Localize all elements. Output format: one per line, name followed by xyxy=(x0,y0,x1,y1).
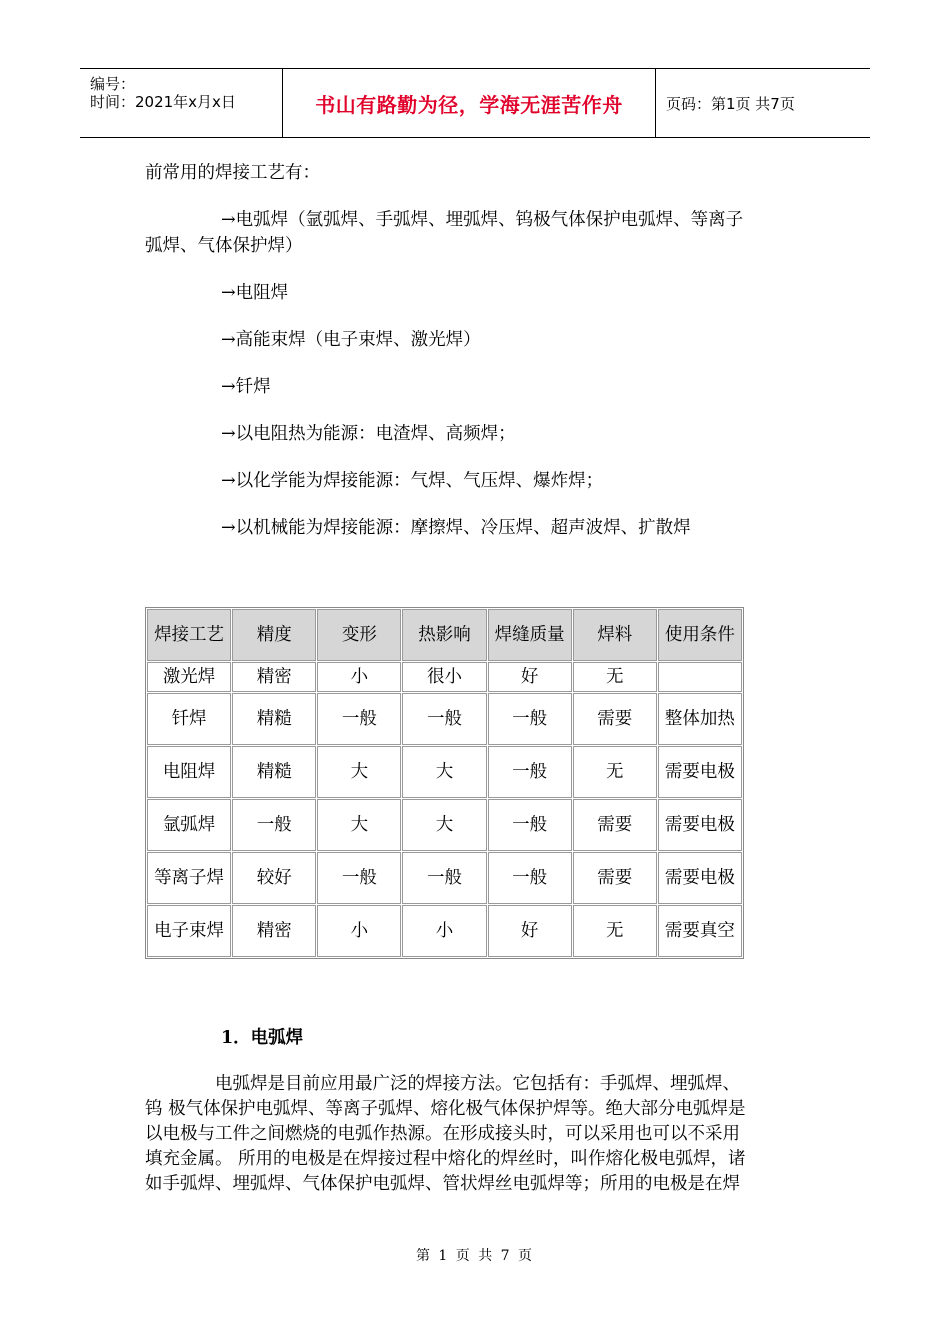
table-cell: 需要电极 xyxy=(658,799,742,851)
process-item-resistance-heat: →以电阻热为能源：电渣焊、高频焊； xyxy=(221,424,516,444)
table-cell: 好 xyxy=(488,662,572,692)
table-cell: 需要 xyxy=(573,693,657,745)
page-footer: 第 1 页 共 7 页 xyxy=(415,1248,535,1264)
paragraph-line: 以电极与工件之间燃烧的电弧作热源。在形成接头时，可以采用也可以不采用 xyxy=(145,1124,740,1144)
table-cell: 需要电极 xyxy=(658,746,742,798)
table-cell: 电子束焊 xyxy=(147,905,231,957)
table-cell: 需要 xyxy=(573,852,657,904)
table-cell: 激光焊 xyxy=(147,662,231,692)
table-row xyxy=(147,693,742,745)
table-cell: 无 xyxy=(573,905,657,957)
table-row xyxy=(147,662,742,692)
table-cell: 一般 xyxy=(488,799,572,851)
process-item-resistance: →电阻焊 xyxy=(221,283,289,303)
table-cell: 整体加热 xyxy=(658,693,742,745)
table-cell: 好 xyxy=(488,905,572,957)
paragraph-line: 电弧焊是目前应用最广泛的焊接方法。它包括有：手弧焊、埋弧焊、 xyxy=(145,1074,740,1094)
process-item-beam: →高能束焊（电子束焊、激光焊） xyxy=(221,330,481,350)
table-cell: 钎焊 xyxy=(147,693,231,745)
table-cell: 较好 xyxy=(232,852,316,904)
process-item-arc-cont: 弧焊、气体保护焊） xyxy=(145,236,303,256)
table-cell xyxy=(658,662,742,692)
table-cell: 一般 xyxy=(402,693,486,745)
table-row xyxy=(147,852,742,904)
table-cell: 一般 xyxy=(317,852,401,904)
paragraph-line: 钨 极气体保护电弧焊、等离子弧焊、熔化极气体保护焊等。绝大部分电弧焊是 xyxy=(145,1099,746,1119)
table-cell: 小 xyxy=(402,905,486,957)
table-cell: 小 xyxy=(317,905,401,957)
table-cell: 精密 xyxy=(232,905,316,957)
table-cell: 等离子焊 xyxy=(147,852,231,904)
table-header-cell: 变形 xyxy=(317,609,401,661)
table-cell: 一般 xyxy=(488,852,572,904)
table-header-cell: 焊缝质量 xyxy=(488,609,572,661)
table-row xyxy=(147,746,742,798)
process-item-brazing: →钎焊 xyxy=(221,377,271,397)
table-cell: 精密 xyxy=(232,662,316,692)
table-header-cell: 精度 xyxy=(232,609,316,661)
table-cell: 电阻焊 xyxy=(147,746,231,798)
table-header-cell: 热影响 xyxy=(402,609,486,661)
table-cell: 一般 xyxy=(232,799,316,851)
process-item-arc: →电弧焊（氩弧焊、手弧焊、埋弧焊、钨极气体保护电弧焊、等离子 xyxy=(221,210,744,230)
table-cell: 需要电极 xyxy=(658,852,742,904)
table-header-row xyxy=(147,609,742,661)
table-cell: 大 xyxy=(402,746,486,798)
table-cell: 氩弧焊 xyxy=(147,799,231,851)
table-cell: 一般 xyxy=(488,746,572,798)
header-motto: 书山有路勤为径，学海无涯苦作舟 xyxy=(283,69,656,137)
table-cell: 无 xyxy=(573,746,657,798)
table-cell: 一般 xyxy=(402,852,486,904)
table-cell: 大 xyxy=(317,746,401,798)
table-cell: 一般 xyxy=(488,693,572,745)
table-cell: 需要真空 xyxy=(658,905,742,957)
process-item-mechanical: →以机械能为焊接能源：摩擦焊、冷压焊、超声波焊、扩散焊 xyxy=(221,518,691,538)
code-label: 编号： xyxy=(90,75,136,93)
table-cell: 小 xyxy=(317,662,401,692)
table-cell: 无 xyxy=(573,662,657,692)
header-page-info: 页码：第1页 共7页 xyxy=(666,94,795,113)
header-table xyxy=(80,68,870,138)
paragraph-line: 如手弧焊、埋弧焊、气体保护电弧焊、管状焊丝电弧焊等；所用的电极是在焊 xyxy=(145,1174,740,1194)
table-cell: 一般 xyxy=(317,693,401,745)
table-header-cell: 焊料 xyxy=(573,609,657,661)
table-cell: 大 xyxy=(317,799,401,851)
table-cell: 很小 xyxy=(402,662,486,692)
date-label: 时间：2021年x月x日 xyxy=(90,93,236,111)
table-cell: 精糙 xyxy=(232,746,316,798)
intro-text: 前常用的焊接工艺有： xyxy=(145,163,320,183)
paragraph-line: 填充金属。 所用的电极是在焊接过程中熔化的焊丝时，叫作熔化极电弧焊，诸 xyxy=(145,1149,746,1169)
table-cell: 精糙 xyxy=(232,693,316,745)
table-cell: 大 xyxy=(402,799,486,851)
body-paragraph xyxy=(145,1072,805,1197)
table-row xyxy=(147,905,742,957)
table-header-cell: 使用条件 xyxy=(658,609,742,661)
comparison-table xyxy=(145,607,744,959)
header-meta xyxy=(80,69,283,137)
table-row xyxy=(147,799,742,851)
table-header-cell: 焊接工艺 xyxy=(147,609,231,661)
section-title: 1．电弧焊 xyxy=(221,1028,304,1048)
process-item-chemical: →以化学能为焊接能源：气焊、气压焊、爆炸焊； xyxy=(221,471,604,491)
table-cell: 需要 xyxy=(573,799,657,851)
